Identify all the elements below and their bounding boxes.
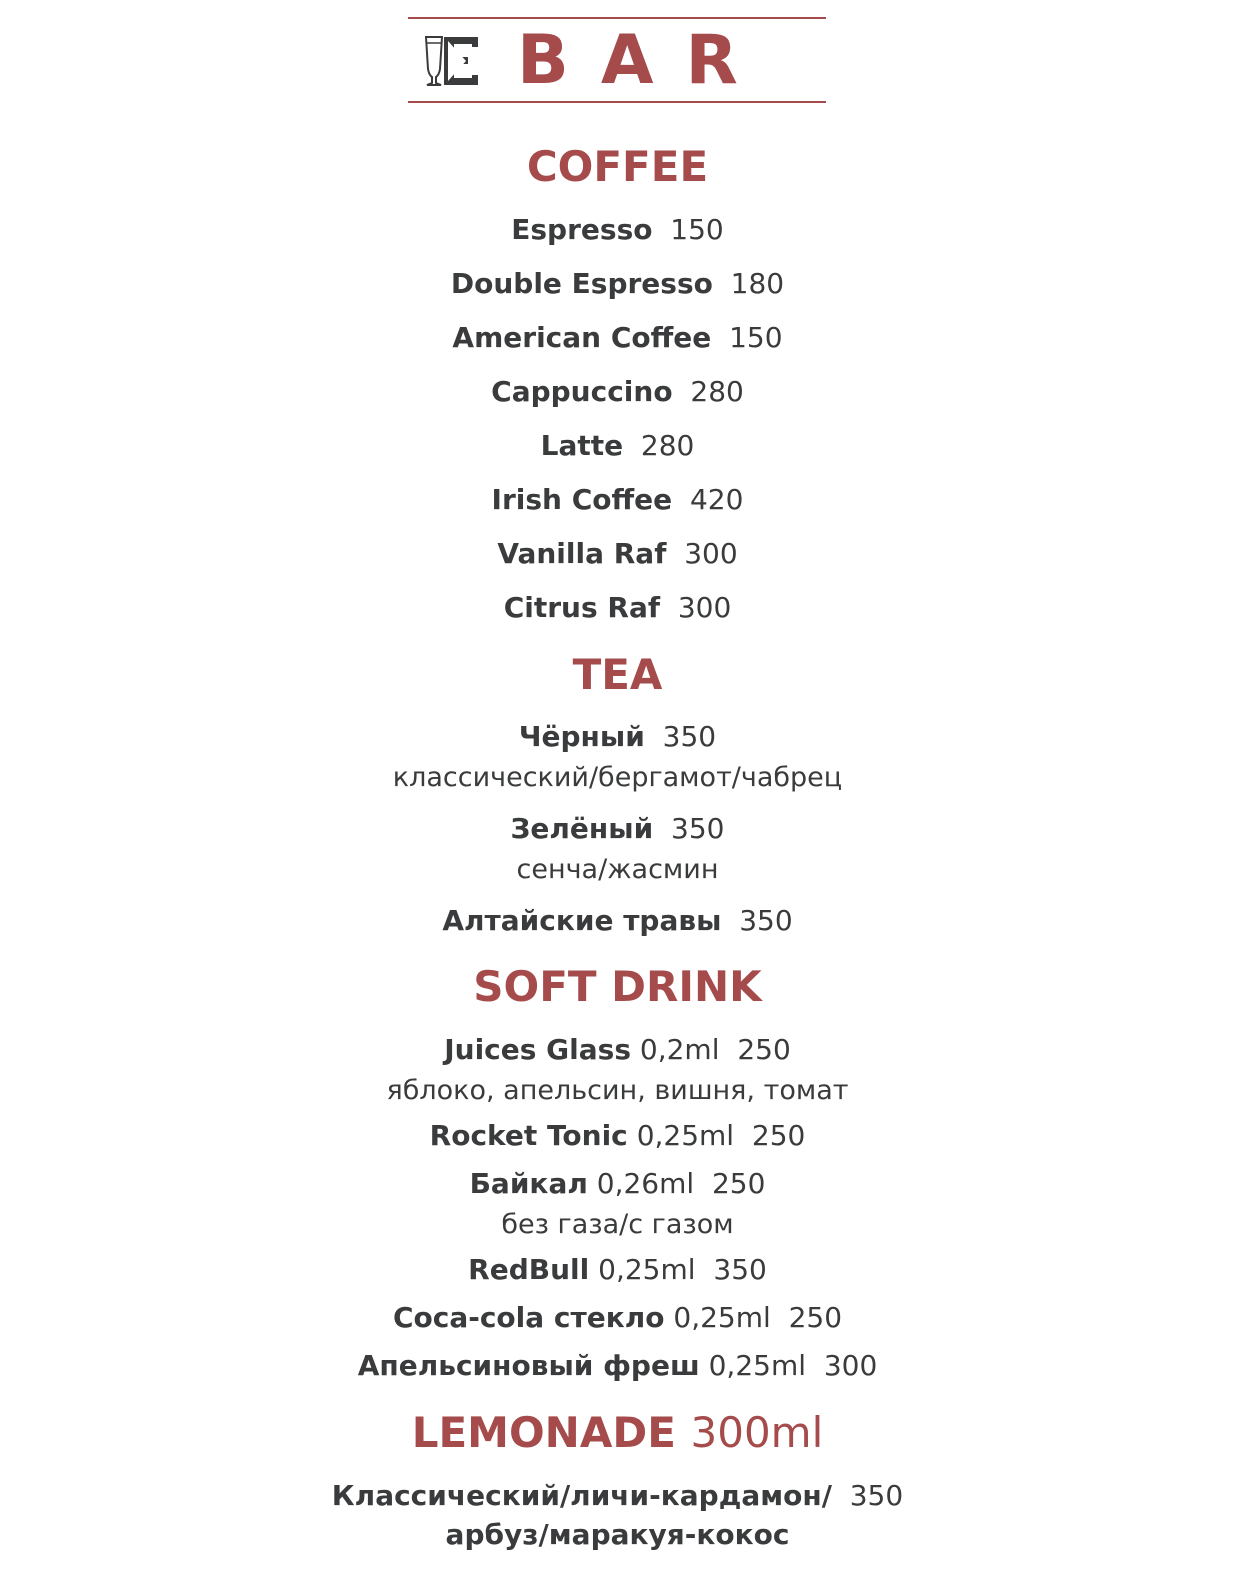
item-volume: 0,25ml xyxy=(598,1253,696,1286)
item-name: Байкал xyxy=(469,1167,588,1200)
item-price: 350 xyxy=(849,1479,904,1512)
section-title-tea: TEA xyxy=(572,650,663,699)
item-name: Double Espresso xyxy=(450,267,713,300)
item-price: 280 xyxy=(640,429,695,462)
item-price: 300 xyxy=(677,591,732,624)
item-name: Rocket Tonic xyxy=(429,1119,628,1152)
item-name: Coca-cola стекло xyxy=(392,1301,665,1334)
item-name: RedBull xyxy=(468,1253,590,1286)
item-description: классический/бергамот/чабрец xyxy=(392,762,843,793)
menu-item xyxy=(0,1479,1235,1512)
menu-item-name-continued xyxy=(0,1518,1235,1551)
menu-item xyxy=(0,483,1235,516)
menu-item xyxy=(0,375,1235,408)
item-name: Чёрный xyxy=(518,720,645,753)
menu-item xyxy=(0,1349,1235,1382)
item-price: 420 xyxy=(689,483,744,516)
menu-item xyxy=(0,812,1235,845)
item-price: 300 xyxy=(823,1349,878,1382)
item-price: 350 xyxy=(739,904,793,937)
glass-e-logo-icon xyxy=(422,33,480,88)
menu-item xyxy=(0,1119,1235,1152)
item-name: American Coffee xyxy=(452,321,712,354)
menu-item xyxy=(0,720,1235,753)
section-title-text: LEMONADE xyxy=(411,1408,676,1457)
item-name: Классический/личи-кардамон/ xyxy=(331,1479,832,1512)
bar-title: BAR xyxy=(517,21,770,100)
menu-item xyxy=(0,1301,1235,1334)
menu-item xyxy=(0,1167,1235,1200)
menu-item xyxy=(0,591,1235,624)
section-title-volume: 300ml xyxy=(690,1408,824,1457)
menu-item xyxy=(0,537,1235,570)
menu-item xyxy=(0,321,1235,354)
item-price: 250 xyxy=(788,1301,843,1334)
item-name: Vanilla Raf xyxy=(497,537,667,570)
item-price: 180 xyxy=(730,267,785,300)
item-name: Juices Glass xyxy=(444,1033,631,1066)
item-price: 250 xyxy=(737,1033,791,1066)
section-title-lemonade xyxy=(0,1408,1235,1457)
section-title-soft-drink: SOFT DRINK xyxy=(473,962,762,1011)
item-price: 250 xyxy=(711,1167,766,1200)
item-name: Зелёный xyxy=(510,812,654,845)
item-volume: 0,26ml xyxy=(596,1167,695,1200)
item-price: 300 xyxy=(684,537,738,570)
item-name: Апельсиновый фреш xyxy=(357,1349,700,1382)
item-name: Irish Coffee xyxy=(491,483,673,516)
menu-item xyxy=(0,904,1235,937)
menu-item xyxy=(0,1033,1235,1066)
item-price: 150 xyxy=(670,213,724,246)
item-description: сенча/жасмин xyxy=(516,854,719,885)
section-title-coffee: COFFEE xyxy=(526,142,709,191)
item-price: 150 xyxy=(729,321,783,354)
item-volume: 0,25ml xyxy=(673,1301,771,1334)
menu-item xyxy=(0,213,1235,246)
item-description: без газа/с газом xyxy=(501,1209,734,1240)
menu-item xyxy=(0,1253,1235,1286)
item-name: Espresso xyxy=(511,213,653,246)
header-bottom-rule xyxy=(408,101,826,103)
item-name: Cappuccino xyxy=(491,375,673,408)
header-top-rule xyxy=(408,17,826,19)
item-name: Latte xyxy=(540,429,624,462)
item-volume: 0,25ml xyxy=(708,1349,807,1382)
item-name: Citrus Raf xyxy=(503,591,661,624)
item-volume: 0,25ml xyxy=(636,1119,735,1152)
item-name: Алтайские травы xyxy=(442,904,722,937)
item-price: 250 xyxy=(751,1119,806,1152)
item-price: 350 xyxy=(662,720,717,753)
item-description: яблоко, апельсин, вишня, томат xyxy=(386,1075,849,1106)
item-price: 350 xyxy=(671,812,725,845)
item-price: 350 xyxy=(713,1253,767,1286)
item-name-line2: арбуз/маракуя-кокос xyxy=(445,1518,790,1551)
menu-item xyxy=(0,267,1235,300)
item-price: 280 xyxy=(690,375,744,408)
menu-item xyxy=(0,429,1235,462)
item-volume: 0,2ml xyxy=(639,1033,720,1066)
